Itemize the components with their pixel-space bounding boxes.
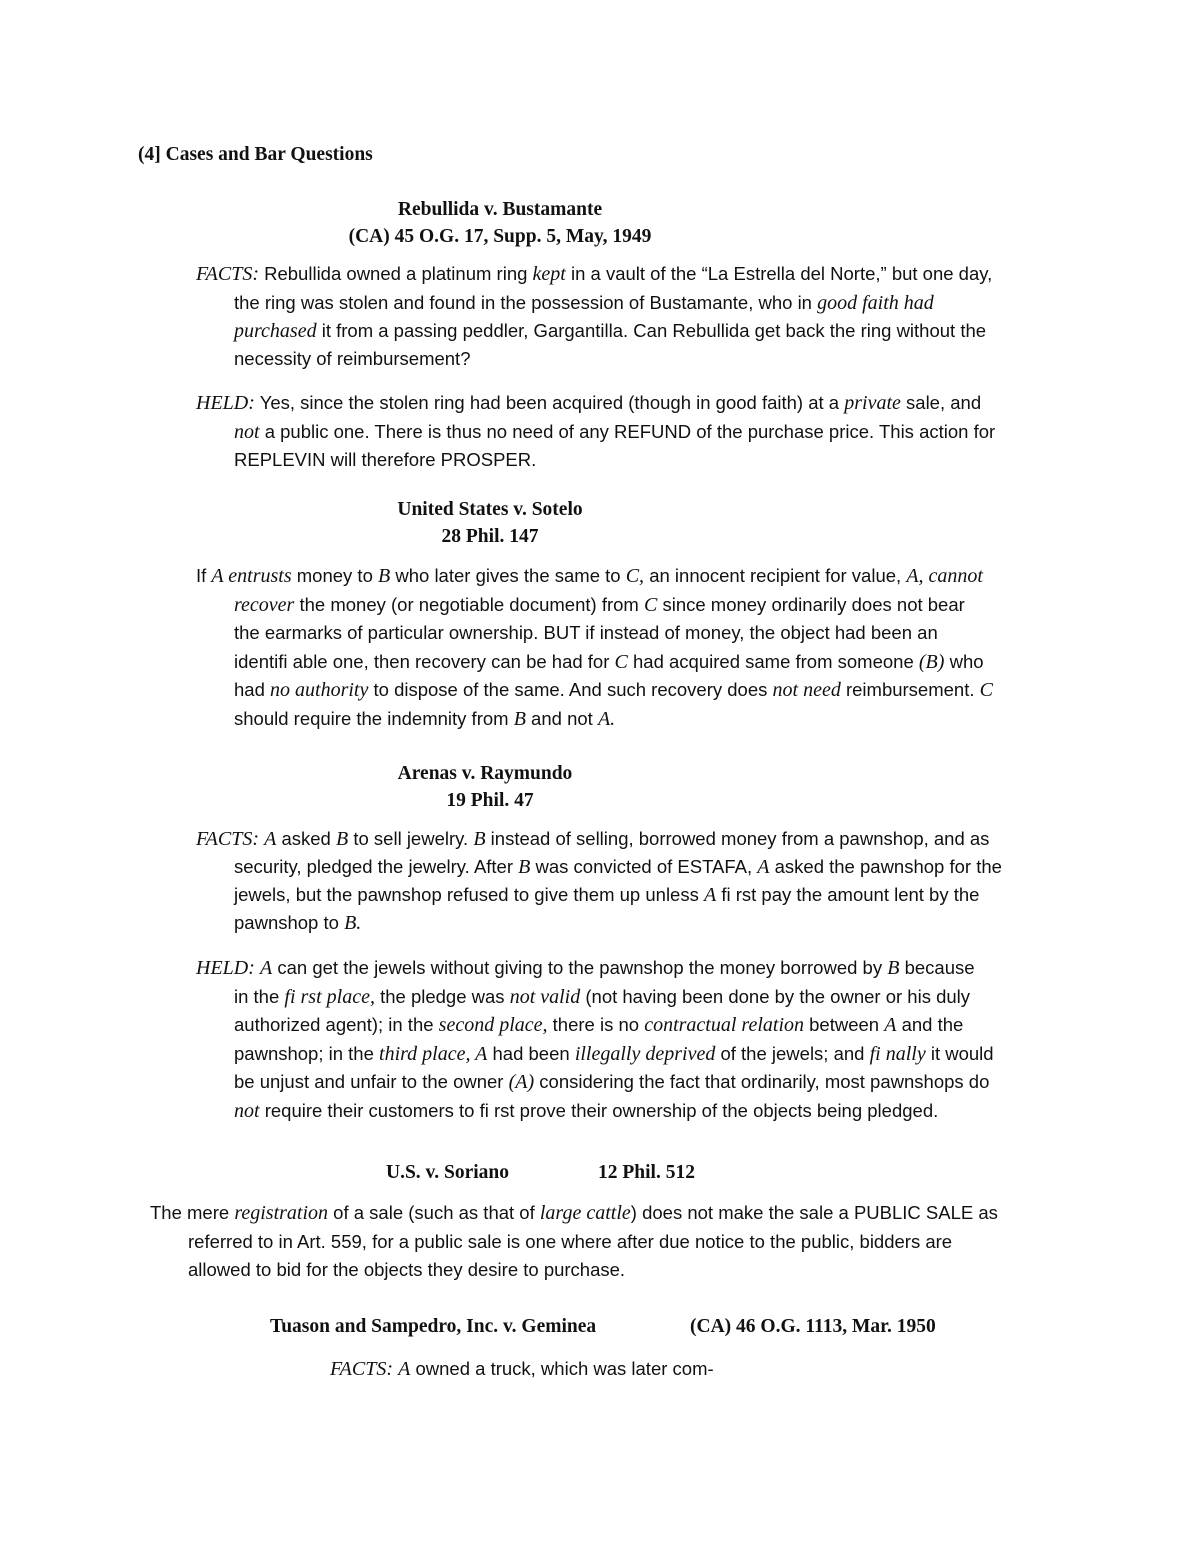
- case-citation: 12 Phil. 512: [598, 1162, 695, 1183]
- case-citation: (CA) 45 O.G. 17, Supp. 5, May, 1949: [348, 226, 652, 247]
- facts-label: FACTS:: [330, 1358, 393, 1380]
- case-title: Tuason and Sampedro, Inc. v. Geminea: [270, 1316, 597, 1337]
- case-title: U.S. v. Soriano: [386, 1162, 509, 1183]
- case-title: Rebullida v. Bustamante: [397, 199, 603, 220]
- body-line: identifi able one, then recovery can be had for C had acquired same from someone (B) who: [234, 651, 984, 673]
- body-line: recover the money (or negotiable document) from C since money ordinarily does not bear: [234, 594, 965, 616]
- case-citation: 28 Phil. 147: [441, 526, 539, 547]
- case-title: United States v. Sotelo: [397, 499, 583, 520]
- body-line: should require the indemnity from B and not A.: [234, 708, 616, 730]
- case-citation: (CA) 46 O.G. 1113, Mar. 1950: [690, 1316, 936, 1337]
- held-line: HELD: A can get the jewels without giving to the pawnshop the money borrowed by B because: [196, 957, 975, 979]
- facts-line: the ring was stolen and found in the possession of Bustamante, who in good faith had: [234, 292, 934, 314]
- body-line: referred to in Art. 559, for a public sale is one where after due notice to the public, bidders are: [188, 1231, 953, 1252]
- held-label: HELD:: [196, 392, 255, 414]
- facts-line: security, pledged the jewelry. After B was convicted of ESTAFA, A asked the pawnshop for the: [234, 856, 1002, 878]
- held-line: HELD: Yes, since the stolen ring had been acquired (though in good faith) at a private sale, and: [196, 392, 982, 414]
- held-line: not require their customers to fi rst prove their ownership of the objects being pledged.: [234, 1100, 939, 1122]
- body-line: The mere registration of a sale (such as that of large cattle) does not make the sale a PUBLIC SALE as: [150, 1202, 998, 1224]
- case-title: Arenas v. Raymundo: [397, 763, 573, 784]
- facts-line: necessity of reimbursement?: [234, 348, 471, 369]
- facts-line: FACTS: A asked B to sell jewelry. B instead of selling, borrowed money from a pawnshop, and as: [196, 828, 990, 850]
- held-line: not a public one. There is thus no need of any REFUND of the purchase price. This action for: [234, 421, 996, 443]
- facts-line: purchased it from a passing peddler, Gargantilla. Can Rebullida get back the ring without the: [234, 320, 987, 342]
- held-line: authorized agent); in the second place, there is no contractual relation between A and the: [234, 1014, 964, 1036]
- facts-line: FACTS: A owned a truck, which was later com-: [330, 1358, 714, 1380]
- facts-label: FACTS:: [196, 263, 259, 285]
- section-heading: (4] Cases and Bar Questions: [138, 144, 373, 165]
- held-line: be unjust and unfair to the owner (A) considering the fact that ordinarily, most pawnshops do: [234, 1071, 990, 1093]
- facts-label: FACTS:: [196, 828, 259, 850]
- body-line: the earmarks of particular ownership. BUT if instead of money, the object had been an: [234, 622, 938, 643]
- facts-line: FACTS: Rebullida owned a platinum ring kept in a vault of the “La Estrella del Norte,” but one day,: [196, 263, 993, 285]
- facts-line: jewels, but the pawnshop refused to give them up unless A fi rst pay the amount lent by the: [234, 884, 980, 906]
- body-line: If A entrusts money to B who later gives the same to C, an innocent recipient for value, A, cannot: [196, 565, 983, 587]
- case-citation: 19 Phil. 47: [446, 790, 534, 811]
- held-line: pawnshop; in the third place, A had been illegally deprived of the jewels; and fi nally it would: [234, 1043, 994, 1065]
- facts-line: pawnshop to B.: [234, 912, 362, 934]
- held-line: in the fi rst place, the pledge was not valid (not having been done by the owner or his duly: [234, 986, 971, 1008]
- held-label: HELD:: [196, 957, 255, 979]
- held-line: REPLEVIN will therefore PROSPER.: [234, 449, 537, 470]
- body-line: had no authority to dispose of the same. And such recovery does not need reimbursement. C: [234, 679, 993, 701]
- body-line: allowed to bid for the objects they desire to purchase.: [188, 1259, 626, 1280]
